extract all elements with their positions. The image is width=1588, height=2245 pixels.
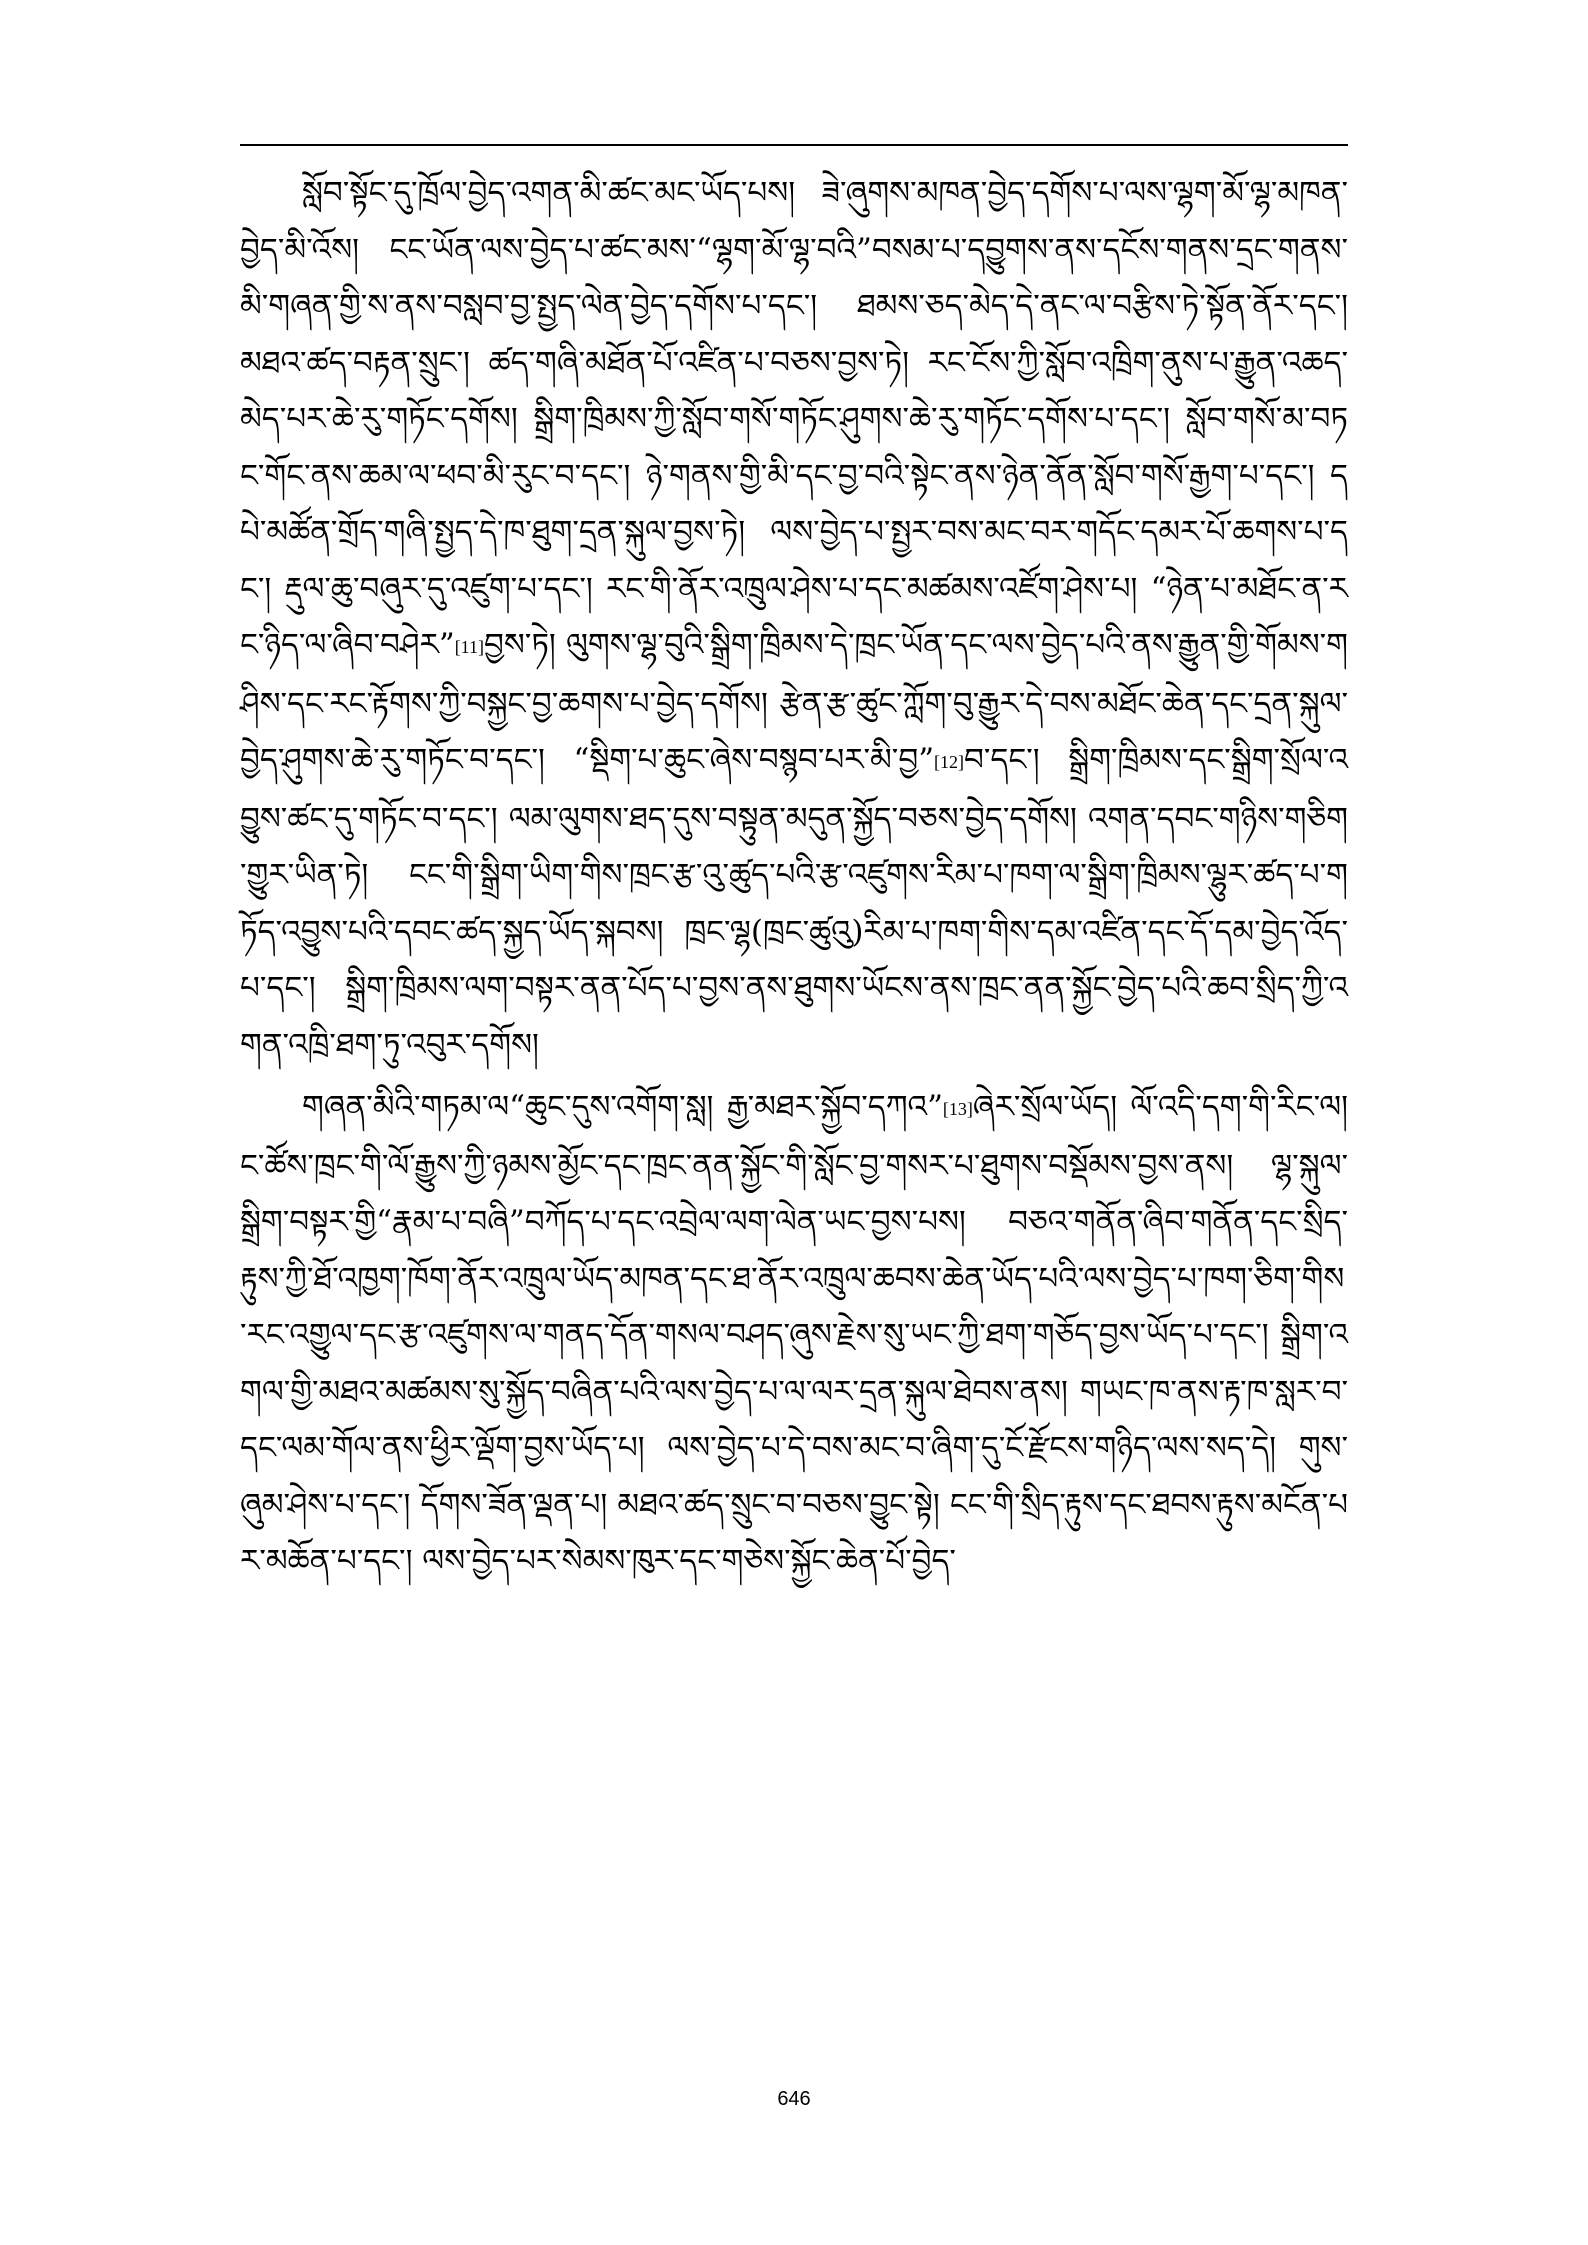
paragraph-2 <box>240 1079 1348 1590</box>
page-number: 646 <box>777 2088 811 2110</box>
paragraph-2-text: གཞན་མིའི་གཏམ་ལ“ཆུང་དུས་འགོག་སླ། རྒྱ་མཐར་སྐྱོབ་དཀའ” <box>302 1089 943 1125</box>
footnote-ref-12: [12] <box>934 752 965 772</box>
footnote-ref-13: [13] <box>942 1099 973 1119</box>
header-rule <box>240 144 1348 146</box>
body-text <box>240 165 1348 1590</box>
footnote-ref-11: [11] <box>454 637 485 657</box>
paragraph-1 <box>240 165 1348 1073</box>
paragraph-1-text: བ་དང་། སྒྲིག་ཁྲིམས་དང་སྒྲིག་སྲོལ་འབྱུས་ཚང་དུ་གཏོང་བ་དང་། ལམ་ལུགས་ཐད་དུས་བསྟུན་མདུན་སྐྱོད་བཅས་བྱེད་དགོས། འགན་དབང་གཉིས་གཅིག་གྱུར་ཡིན་ཏེ། ངང་གི་སྒྲིག་ཡིག་གིས་ཁྲང་རྩ་འུ་ཚུད་པའི་རྩ་འཛུགས་རིམ་པ་ཁག་ལ་སྒྲིག་ཁྲིམས་ལྷུར་ཚད་པ་གཏོད་འབྱུས་པའི་དབང་ཚད་སྐྱད་ཡོད་སྐབས། ཁྲང་ལྷ(ཁྲང་ཚུའུ)རིམ་པ་ཁག་གིས་དམ་འཛིན་དང་དོ་དམ་བྱེད་འོད་པ་དང་། སྒྲིག་ཁྲིམས་ལག་བསྟར་ནན་པོད་པ་བྱས་ནས་ཐུགས་ཡོངས་ནས་ཁྲང་ནན་སྐྱོང་བྱེད་པའི་ཆབ་སྲིད་ཀྱི་འགན་འཁྲི་ཐག་ཏུ་འབུར་དགོས། <box>240 742 1348 1063</box>
paragraph-1-text: སློབ་སྟོང་དུ་ཁྲོལ་བྱེད་འགན་མི་ཚང་མང་ཡོད་པས། ཟེ་ཞུགས་མཁན་བྱེད་དགོས་པ་ལས་ལྷག་མོ་ལྷ་མཁན་བྱེད་མི་འོས། ངང་ཡོན་ལས་བྱེད་པ་ཚང་མས་“ལྷག་མོ་ལྷ་བའི”བསམ་པ་དབྱུགས་ནས་དངོས་གནས་དྲང་གནས་མི་གཞན་གྱི་ས་ནས་བསླབ་བྱ་སྤྱད་ལེན་བྱེད་དགོས་པ་དང་། ཐམས་ཅད་མེད་དེ་ནང་ལ་བརྩིས་ཏེ་སྟོན་ནོར་དང་། མཐའ་ཚད་བརྟན་སྲུང་། ཚད་གཞི་མཐོན་པོ་འཛིན་པ་བཅས་བྱས་ཏེ། རང་ངོས་ཀྱི་སློབ་འཁྲིག་ནུས་པ་རྒྱུན་འཆད་མེད་པར་ཆེ་རུ་གཏོང་དགོས། སྒྲིག་ཁྲིམས་ཀྱི་སློབ་གསོ་གཏོང་ཤུགས་ཆེ་རུ་གཏོང་དགོས་པ་དང་། སློབ་གསོ་མ་བཏང་གོང་ནས་ཆམ་ལ་ཕབ་མི་རུང་བ་དང་། ཉེ་གནས་གྱི་མི་དང་བྱ་བའི་སྟེང་ནས་ཉེན་ནོན་སློབ་གསོ་རྒྱག་པ་དང་། དཔེ་མཚོན་གྲོད་གཞི་སྤྱད་དེ་ཁ་ཐུག་དྲན་སྐུལ་བྱས་ཏེ། ལས་བྱེད་པ་སྤྱར་བས་མང་བར་གདོང་དམར་པོ་ཆགས་པ་དང་། རྡུལ་ཆུ་བཞུར་དུ་འཛུག་པ་དང་། རང་གི་ནོར་འཁྲུལ་ཤེས་པ་དང་མཚམས་འཛོག་ཤེས་པ། “ཉེན་པ་མཐོང་ན་རང་ཉིད་ལ་ཞིབ་བཤེར” <box>240 175 1348 663</box>
paragraph-2-text: ཞེར་སྲོལ་ཡོད། ལོ་འདི་དག་གི་རིང་ལ། ང་ཚོས་ཁྲང་གི་ལོ་རྒྱུས་ཀྱི་ཉམས་མྱོང་དང་ཁྲང་ནན་སྐྱོང་གི་སློང་བྱ་གསར་པ་ཐུགས་བསྡོམས་བྱས་ནས། ལྷ་སྐུལ་སྒྲིག་བསྟར་གྱི“རྣམ་པ་བཞི”བཀོད་པ་དང་འབྲེལ་ལག་ལེན་ཡང་བྱས་པས། བཅའ་གནོན་ཞིབ་གནོན་དང་སྲིད་རྟུས་ཀྱི་ཐོ་འཁྱག་ཁོག་ནོར་འཁྲུལ་ཡོད་མཁན་དང་ཐ་ནོར་འཁྲུལ་ཆབས་ཆེན་ཡོད་པའི་ལས་བྱེད་པ་ཁག་ཅིག་གིས་རང་འགྱུལ་དང་རྩ་འཛུགས་ལ་གནད་དོན་གསལ་བཤད་ཞུས་རྗེས་སུ་ཡང་ཀྱི་ཐག་གཅོད་བྱས་ཡོད་པ་དང་། སྒྲིག་འགལ་གྱི་མཐའ་མཚམས་སུ་སྐྱོད་བཞིན་པའི་ལས་བྱེད་པ་ལ་ལར་དྲན་སྐུལ་ཐེབས་ནས། གཡང་ཁ་ནས་རྟ་ཁ་སླར་བ་དང་ལམ་གོལ་ནས་ཕྱིར་ལྡོག་བྱས་ཡོད་པ། ལས་བྱེད་པ་དེ་བས་མང་བ་ཞིག་དུ་ངོ་རྫོངས་གཉིད་ལས་སད་དེ། གུས་ཞུམ་ཤེས་པ་དང་། དོགས་ཟོན་ལྡན་པ། མཐའ་ཚད་སྲུང་བ་བཅས་བྱུང་སྟེ། ངང་གི་སྲིད་རྟུས་དང་ཐབས་རྟུས་མངོན་པར་མཆོན་པ་དང་། ལས་བྱེད་པར་སེམས་ཁུར་དང་གཅེས་སྐྱོང་ཆེན་པོ་བྱེད་ <box>240 1089 1348 1579</box>
paragraph-1-text: བྱས་ཏེ། ལུགས་ལྷ་བུའི་སྒྲིག་ཁྲིམས་དེ་ཁྲང་ཡོན་དང་ལས་བྱེད་པའི་ནས་རྒྱུན་གྱི་གོམས་གཤིས་དང་རང་རྟོགས་ཀྱི་བསྐྱང་བྱ་ཆགས་པ་བྱེད་དགོས། རྩེན་རྩ་ཚུང་ཀློག་བུ་རྒྱུར་དེ་བས་མཐོང་ཆེན་དང་དྲན་སྐུལ་བྱེད་ཤུགས་ཆེ་རུ་གཏོང་བ་དང་། “སྡིག་པ་ཆུང་ཞེས་བསྙབ་པར་མི་བྱ” <box>240 627 1348 778</box>
